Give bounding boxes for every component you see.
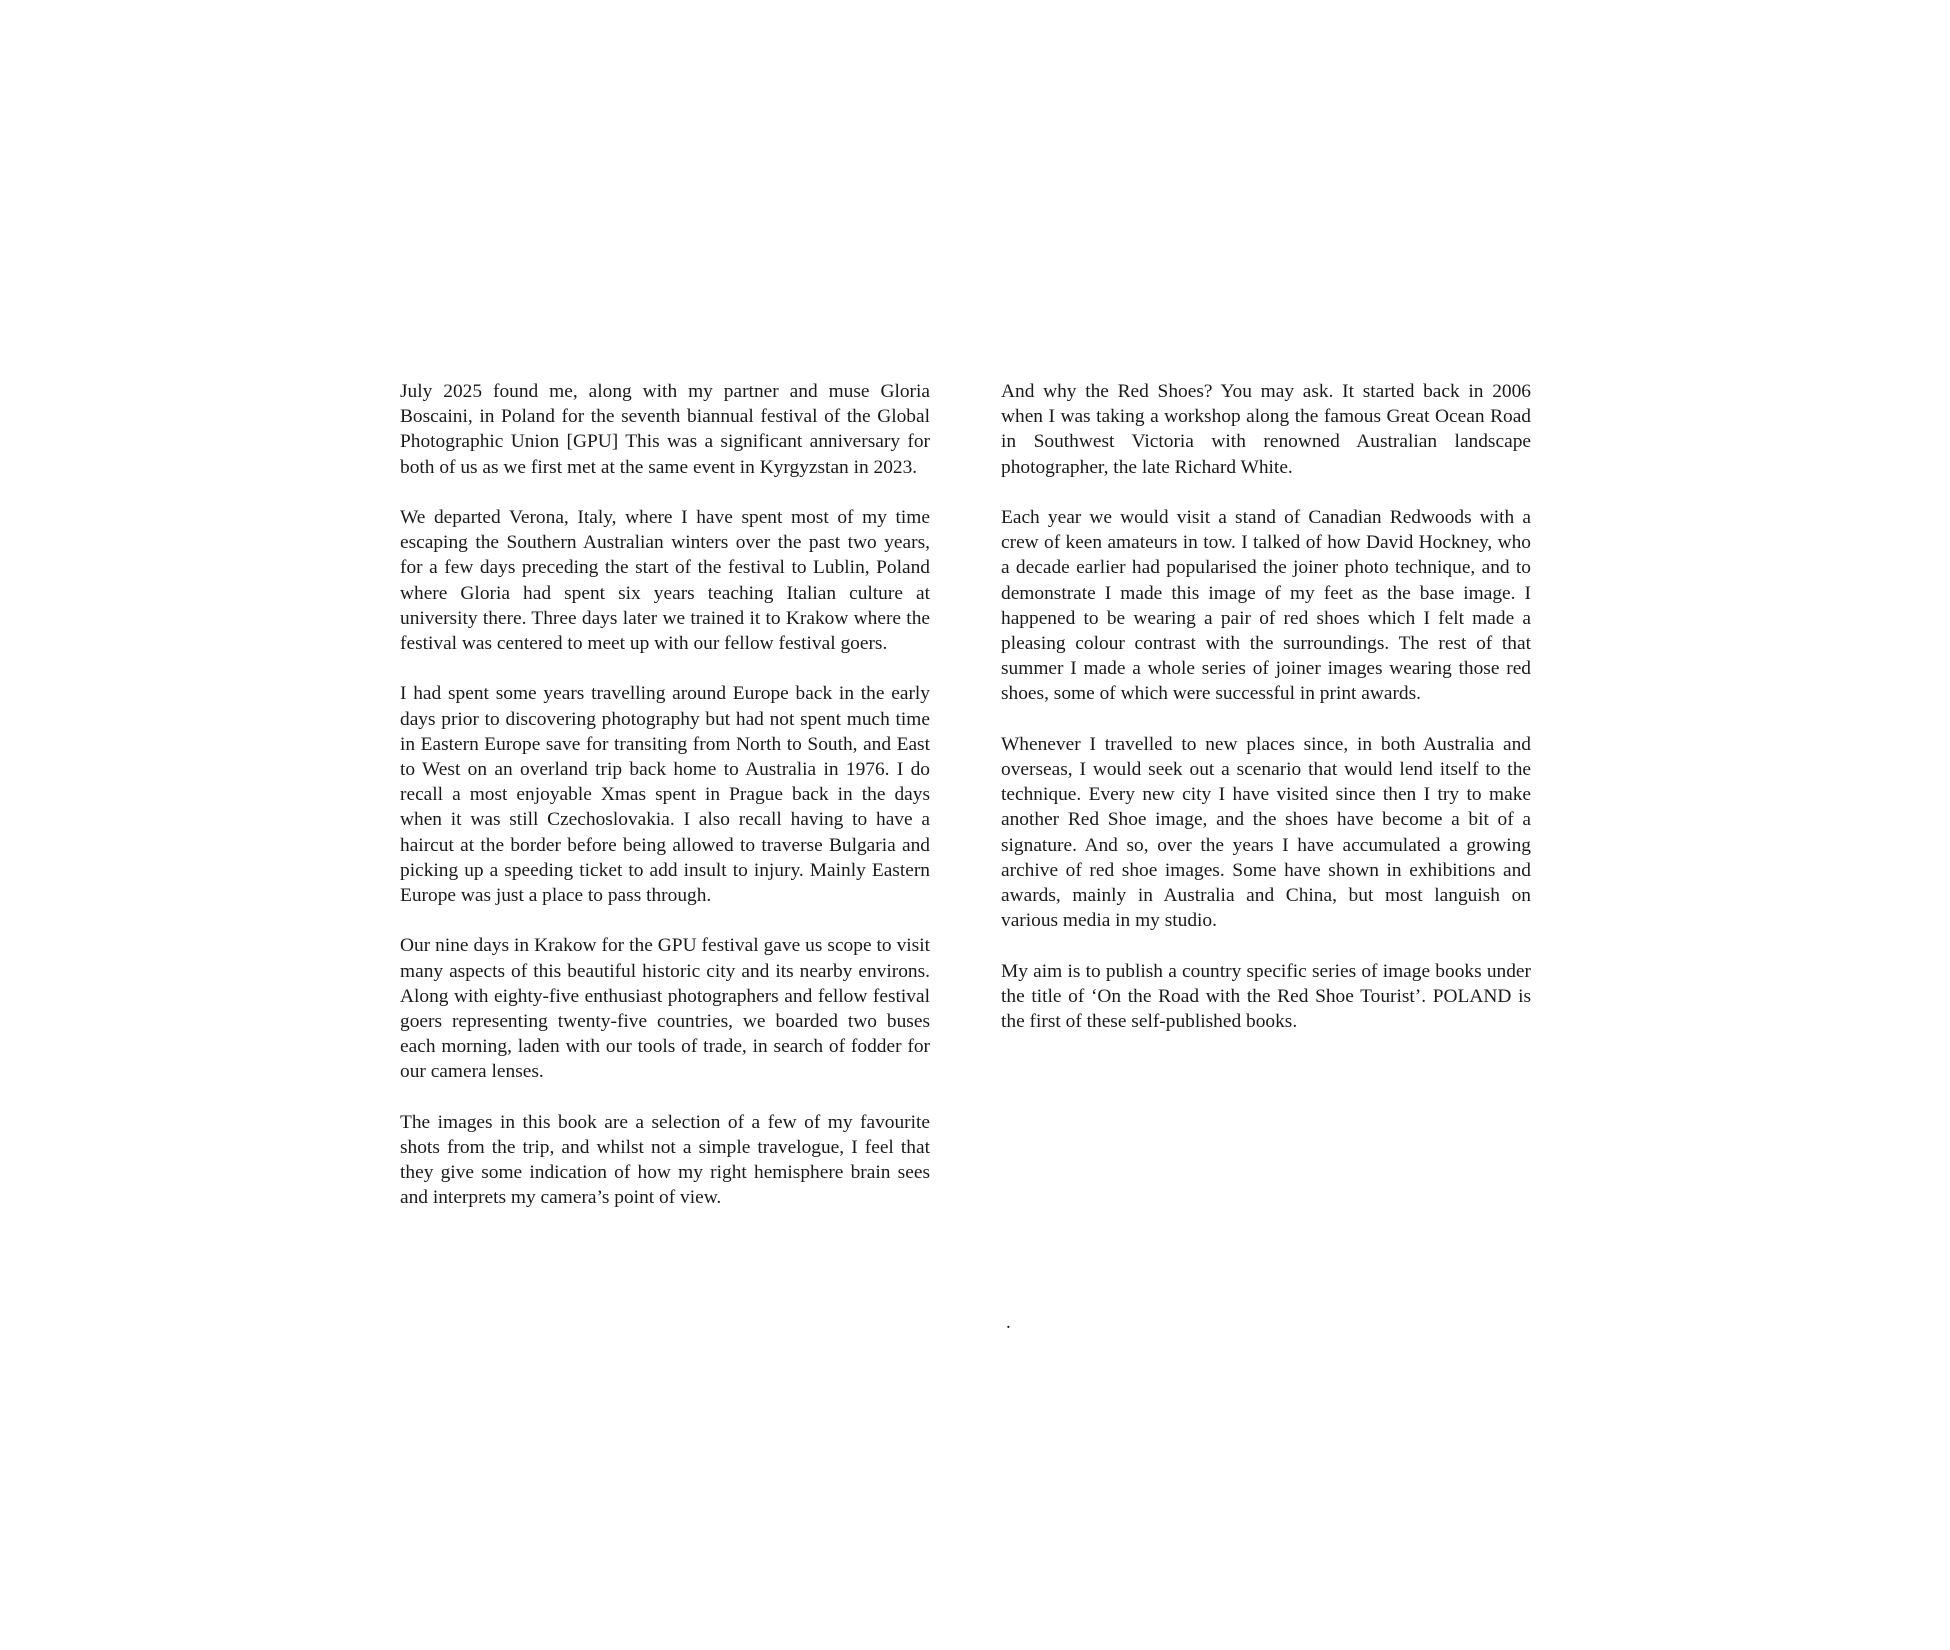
right-text-column xyxy=(1001,379,1531,1059)
trailing-period-mark: . xyxy=(1006,1312,1011,1333)
paragraph-why-red-shoes: And why the Red Shoes? You may ask. It started back in 2006 when I was taking a workshop along the famous Great Ocean Road in Southwest Victoria with renowned Australian landscape photographer, the late Richard White. xyxy=(1001,381,1531,478)
paragraph-europe-travels: I had spent some years travelling around Europe back in the early days prior to discovering photography but had not spent much time in Eastern Europe save for transiting from North to South, and East to West on an overland trip back home to Australia in 1976. I do recall a most enjoyable Xmas spent in Prague back in the days when it was still Czechoslovakia. I also recall having to have a haircut at the border before being allowed to traverse Bulgaria and picking up a speeding ticket to add insult to injury. Mainly Eastern Europe was just a place to pass through. xyxy=(400,683,930,907)
paragraph-krakow-nine-days: Our nine days in Krakow for the GPU festival gave us scope to visit many aspects of this beautiful historic city and its nearby environs. Along with eighty-five enthusiast photographers and fellow festival goers representing twenty-five countries, we boarded two buses each morning, laden with our tools of trade, in search of fodder for our camera lenses. xyxy=(400,935,930,1083)
paragraph-images-selection: The images in this book are a selection of a few of my favourite shots from the trip, and whilst not a simple travelogue, I feel that they give some indication of how my right hemisphere brain sees and interprets my camera’s point of view. xyxy=(400,1111,930,1209)
paragraph-publish-aim: My aim is to publish a country specific series of image books under the title of ‘On the Road with the Red Shoe Tourist’. POLAND is the first of these self-published books. xyxy=(1001,960,1531,1033)
paragraph-new-places: Whenever I travelled to new places since, in both Australia and overseas, I would seek out a scenario that would lend itself to the technique. Every new city I have visited since then I try to make another Red Shoe image, and the shoes have become a bit of a signature. And so, over the years I have accumulated a growing archive of red shoe images. Some have shown in exhibitions and awards, mainly in Australia and China, but most languish on various media in my studio. xyxy=(1001,733,1531,932)
paragraph-canadian-redwoods: Each year we would visit a stand of Canadian Redwoods with a crew of keen amateurs in tow. I talked of how David Hockney, who a decade earlier had popularised the joiner photo technique, and to demonstrate I made this image of my feet as the base image. I happened to be wearing a pair of red shoes which I felt made a pleasing colour contrast with the surroundings. The rest of that summer I made a whole series of joiner images wearing those red shoes, some of which were successful in print awards. xyxy=(1001,507,1531,705)
paragraph-verona-lublin-krakow: We departed Verona, Italy, where I have spent most of my time escaping the Southern Australian winters over the past two years, for a few days preceding the start of the festival to Lublin, Poland where Gloria had spent six years teaching Italian culture at university there. Three days later we trained it to Krakow where the festival was centered to meet up with our fellow festival goers. xyxy=(400,507,930,655)
paragraph-gpu-festival-intro: July 2025 found me, along with my partner and muse Gloria Boscaini, in Poland for the seventh biannual festival of the Global Photographic Union [GPU] This was a significant anniversary for both of us as we first met at the same event in Kyrgyzstan in 2023. xyxy=(400,381,930,478)
left-text-column xyxy=(400,379,930,1236)
